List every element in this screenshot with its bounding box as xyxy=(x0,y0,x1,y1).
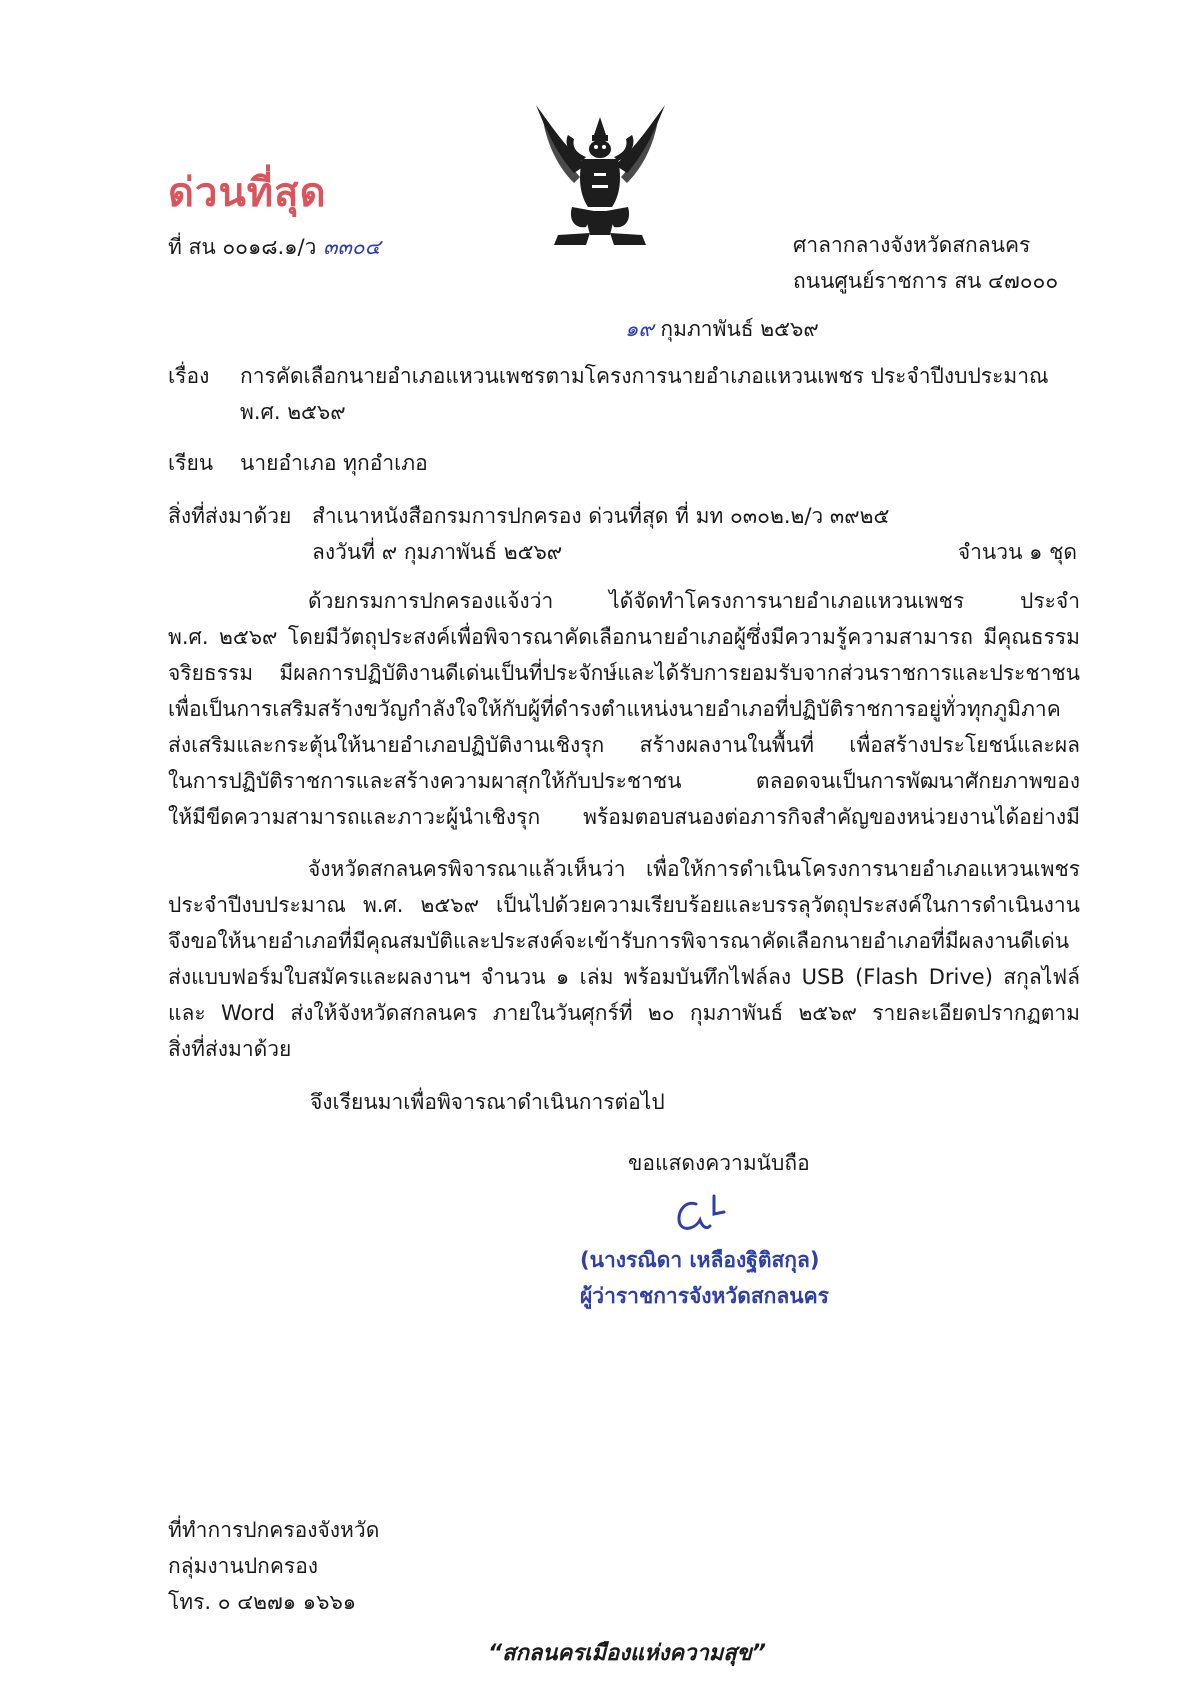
signatory-name: (นางรณิดา เหลืองฐิติสกุล) xyxy=(580,1248,820,1272)
recipient-label: เรียน xyxy=(168,451,214,475)
paragraph-line: จึงขอให้นายอำเภอที่มีคุณสมบัติและประสงค์จะเข้ารับการพิจารณาคัดเลือกนายอำเภอที่มีผลงานดีเด่น xyxy=(168,929,1070,953)
reference-number xyxy=(168,232,381,262)
paragraph-line: ประจำปีงบประมาณ พ.ศ. ๒๕๖๙ เป็นไปด้วยความเรียบร้อยและบรรลุวัตถุประสงค์ในการดำเนินงาน xyxy=(168,893,1080,917)
paragraph-line: เพื่อเป็นการเสริมสร้างขวัญกำลังใจให้กับผู้ที่ดำรงตำแหน่งนายอำเภอที่ปฏิบัติราชการอยู่ทั่วทุกภูมิภาค xyxy=(168,697,1061,721)
handwritten-signature-icon xyxy=(670,1190,730,1238)
paragraph-line: ด้วยกรมการปกครองแจ้งว่า ได้จัดทำโครงการนายอำเภอแหวนเพชร ประจำ xyxy=(308,589,1080,613)
paragraph-line: ส่งแบบฟอร์มใบสมัครและผลงานฯ จำนวน ๑ เล่ม พร้อมบันทึกไฟล์ลง USB (Flash Drive) สกุลไฟล์ xyxy=(168,965,1080,989)
office-line-2: กลุ่มงานปกครอง xyxy=(168,1554,319,1578)
enclosure-line-2: ลงวันที่ ๙ กุมภาพันธ์ ๒๕๖๙ xyxy=(312,540,563,564)
paragraph-line: ส่งเสริมและกระตุ้นให้นายอำเภอปฏิบัติงานเชิงรุก สร้างผลงานในพื้นที่ เพื่อสร้างประโยชน์และผล xyxy=(168,733,1080,757)
body-paragraph-1 xyxy=(168,583,1080,835)
paragraph-line: ในการปฏิบัติราชการและสร้างความผาสุกให้กับประชาชน ตลอดจนเป็นการพัฒนาศักยภาพของ xyxy=(168,769,1080,793)
reference-handwritten-number: ๓๓๐๔ xyxy=(323,235,381,259)
subject-line-1: การคัดเลือกนายอำเภอแหวนเพชรตามโครงการนายอำเภอแหวนเพชร ประจำปีงบประมาณ xyxy=(240,364,1049,388)
paragraph-line: จังหวัดสกลนครพิจารณาแล้วเห็นว่า เพื่อให้การดำเนินโครงการนายอำเภอแหวนเพชร xyxy=(308,857,1080,881)
paragraph-line: สิ่งที่ส่งมาด้วย xyxy=(168,1037,292,1061)
office-phone: โทร. ๐ ๔๒๗๑ ๑๖๖๑ xyxy=(168,1590,357,1614)
body-paragraph-2 xyxy=(168,851,1080,1067)
enclosure-label: สิ่งที่ส่งมาด้วย xyxy=(168,504,292,528)
reference-prefix: ที่ สน ๐๐๑๘.๑/ว xyxy=(168,235,317,259)
organization-name: ศาลากลางจังหวัดสกลนคร xyxy=(793,233,1031,257)
organization-address: ถนนศูนย์ราชการ สน ๔๗๐๐๐ xyxy=(793,269,1059,293)
paragraph-line: จริยธรรม มีผลการปฏิบัติงานดีเด่นเป็นที่ประจักษ์และได้รับการยอมรับจากส่วนราชการและประชาชน xyxy=(168,661,1080,685)
date-day-handwritten: ๑๙ xyxy=(625,317,654,341)
paragraph-line: และ Word ส่งให้จังหวัดสกลนคร ภายในวันศุกร์ที่ ๒๐ กุมภาพันธ์ ๒๕๖๙ รายละเอียดปรากฏตาม xyxy=(168,1001,1080,1025)
signatory-position: ผู้ว่าราชการจังหวัดสกลนคร xyxy=(580,1284,829,1308)
province-slogan: “สกลนครเมืองแห่งความสุข” xyxy=(488,1641,766,1666)
enclosure-line-1: สำเนาหนังสือกรมการปกครอง ด่วนที่สุด ที่ มท ๐๓๐๒.๒/ว ๓๙๒๕ xyxy=(312,504,890,528)
subject-label: เรื่อง xyxy=(168,364,210,388)
enclosure-quantity: จำนวน ๑ ชุด xyxy=(957,540,1077,564)
paragraph-line: ให้มีขีดความสามารถและภาวะผู้นำเชิงรุก พร้อมตอบสนองต่อภารกิจสำคัญของหน่วยงานได้อย่างมี xyxy=(168,805,1080,829)
letter-date xyxy=(625,314,819,344)
garuda-emblem-icon xyxy=(528,95,673,255)
paragraph-line: พ.ศ. ๒๕๖๙ โดยมีวัตถุประสงค์เพื่อพิจารณาคัดเลือกนายอำเภอผู้ซึ่งมีความรู้ความสามารถ มีคุณธรรม xyxy=(168,625,1080,649)
closing-sentence: จึงเรียนมาเพื่อพิจารณาดำเนินการต่อไป xyxy=(310,1090,665,1114)
subject-line-2: พ.ศ. ๒๕๖๙ xyxy=(240,400,346,424)
date-month-year: กุมภาพันธ์ ๒๕๖๙ xyxy=(660,317,819,341)
signature-regards: ขอแสดงความนับถือ xyxy=(628,1151,810,1175)
urgency-stamp: ด่วนที่สุด xyxy=(168,169,327,216)
office-line-1: ที่ทำการปกครองจังหวัด xyxy=(168,1518,380,1542)
recipient: นายอำเภอ ทุกอำเภอ xyxy=(240,451,428,475)
